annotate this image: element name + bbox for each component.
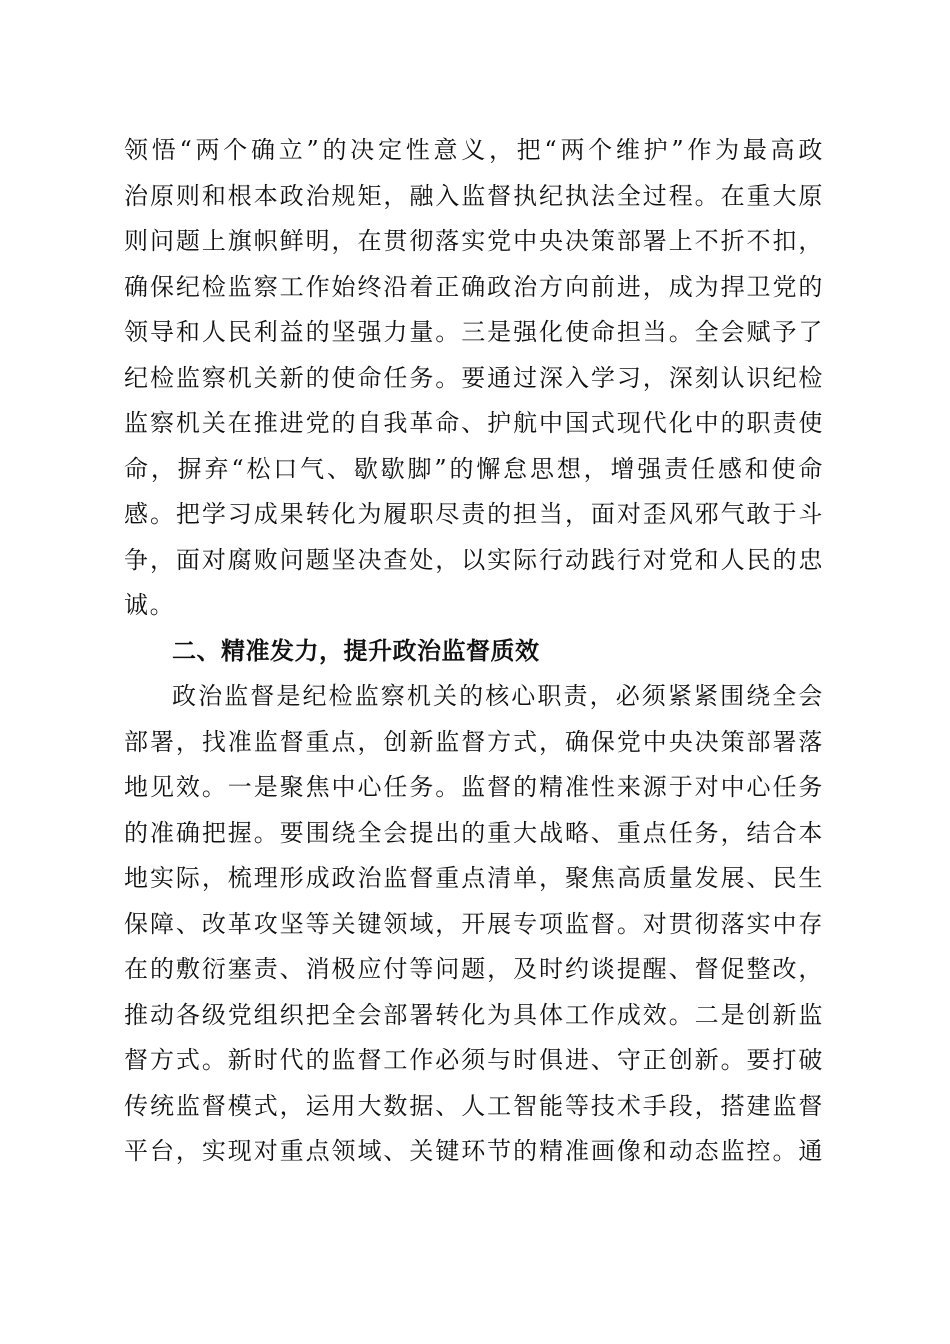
section-heading: 二、精准发力，提升政治监督质效 bbox=[172, 636, 540, 665]
paragraph-line: 领悟“两个确立”的决定性意义，把“两个维护”作为最高政 bbox=[124, 136, 824, 164]
paragraph-line: 地见效。一是聚焦中心任务。监督的精准性来源于对中心任务 bbox=[124, 773, 824, 801]
paragraph-line: 感。把学习成果转化为履职尽责的担当，面对歪风邪气敢于斗 bbox=[124, 500, 824, 528]
paragraph-line: 传统监督模式，运用大数据、人工智能等技术手段，搭建监督 bbox=[124, 1091, 824, 1120]
paragraph-line: 平台，实现对重点领域、关键环节的精准画像和动态监控。通 bbox=[124, 1137, 824, 1165]
paragraph-line: 治原则和根本政治规矩，融入监督执纪执法全过程。在重大原 bbox=[124, 181, 824, 210]
document-body bbox=[124, 128, 824, 1175]
paragraph-line: 命，摒弃“松口气、歇歇脚”的懈怠思想，增强责任感和使命 bbox=[124, 454, 824, 483]
paragraph-line: 政治监督是纪检监察机关的核心职责，必须紧紧围绕全会 bbox=[172, 682, 824, 710]
paragraph-line: 确保纪检监察工作始终沿着正确政治方向前进，成为捍卫党的 bbox=[124, 272, 824, 301]
paragraph-line: 纪检监察机关新的使命任务。要通过深入学习，深刻认识纪检 bbox=[124, 363, 824, 392]
paragraph-line: 诚。 bbox=[124, 591, 176, 619]
paragraph-line: 地实际，梳理形成政治监督重点清单，聚焦高质量发展、民生 bbox=[124, 864, 824, 892]
paragraph-line: 的准确把握。要围绕全会提出的重大战略、重点任务，结合本 bbox=[124, 818, 824, 847]
paragraph-line: 监察机关在推进党的自我革命、护航中国式现代化中的职责使 bbox=[124, 409, 824, 437]
paragraph-line: 部署，找准监督重点，创新监督方式，确保党中央决策部署落 bbox=[124, 727, 824, 756]
paragraph-line: 保障、改革攻坚等关键领域，开展专项监督。对贯彻落实中存 bbox=[124, 909, 824, 938]
paragraph-line: 则问题上旗帜鲜明，在贯彻落实党中央决策部署上不折不扣， bbox=[124, 227, 824, 255]
paragraph-line: 督方式。新时代的监督工作必须与时俱进、守正创新。要打破 bbox=[124, 1046, 824, 1074]
paragraph-line: 争，面对腐败问题坚决查处，以实际行动践行对党和人民的忠 bbox=[124, 545, 824, 574]
paragraph-line: 在的敷衍塞责、消极应付等问题，及时约谈提醒、督促整改， bbox=[124, 955, 824, 983]
paragraph-line: 推动各级党组织把全会部署转化为具体工作成效。二是创新监 bbox=[124, 1000, 824, 1029]
paragraph-line: 领导和人民利益的坚强力量。三是强化使命担当。全会赋予了 bbox=[124, 318, 824, 346]
